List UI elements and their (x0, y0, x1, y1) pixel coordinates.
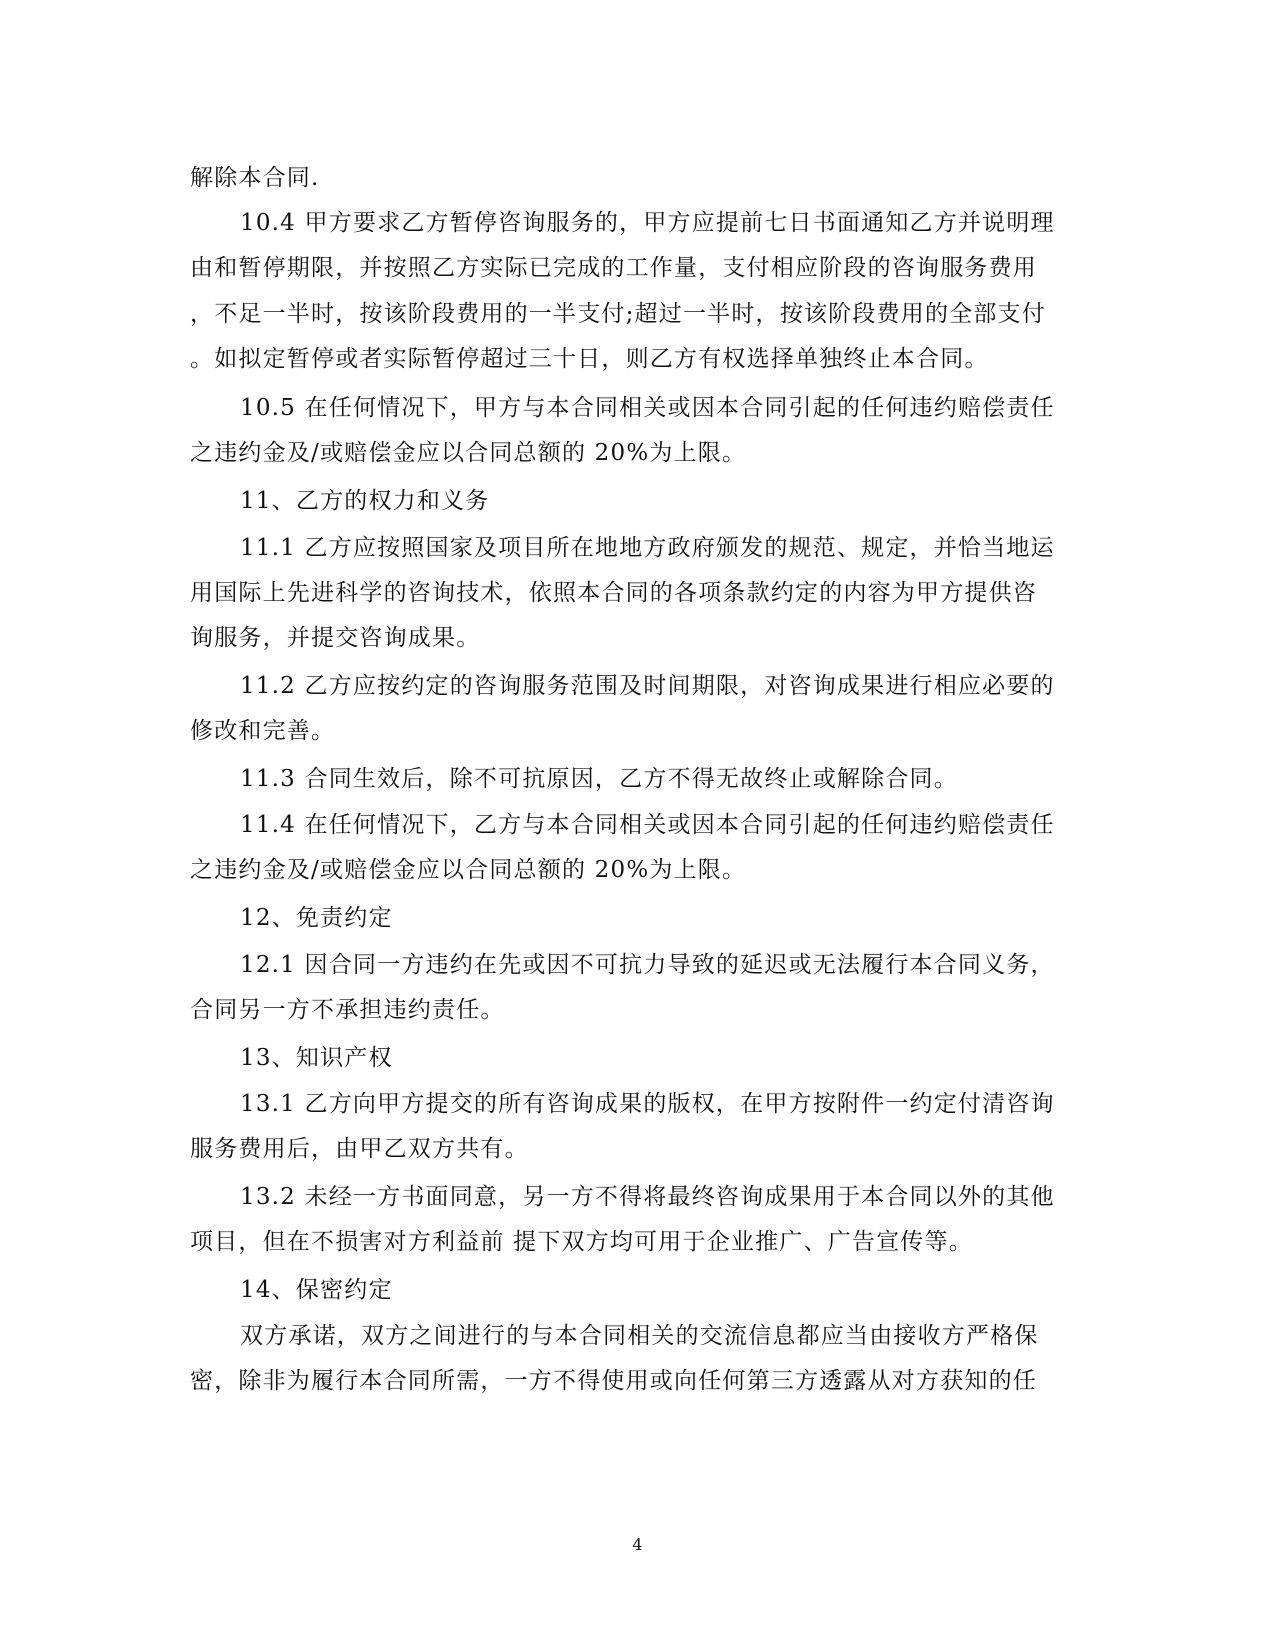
text-line: 10.4 甲方要求乙方暂停咨询服务的，甲方应提前七日书面通知乙方并说明理 (240, 210, 1055, 236)
text-line: 13.2 未经一方书面同意，另一方不得将最终咨询成果用于本合同以外的其他 (240, 1184, 1055, 1210)
text-line: 询服务，并提交咨询成果。 (190, 625, 481, 651)
text-line: 。如拟定暂停或者实际暂停超过三十日，则乙方有权选择单独终止本合同。 (190, 346, 989, 372)
text-line: 双方承诺，双方之间进行的与本合同相关的交流信息都应当由接收方严格保 (240, 1323, 1039, 1349)
section-heading: 13、知识产权 (240, 1045, 393, 1071)
section-heading: 12、免责约定 (240, 905, 393, 931)
text-line: 解除本合同. (190, 165, 320, 191)
text-line: 10.5 在任何情况下，甲方与本合同相关或因本合同引起的任何违约赔偿责任 (240, 395, 1055, 421)
text-line: 11.4 在任何情况下，乙方与本合同相关或因本合同引起的任何违约赔偿责任 (240, 812, 1055, 838)
text-line: 由和暂停期限，并按照乙方实际已完成的工作量，支付相应阶段的咨询服务费用 (190, 255, 1037, 281)
section-heading: 11、乙方的权力和义务 (240, 488, 490, 514)
text-line: 13.1 乙方向甲方提交的所有咨询成果的版权，在甲方按附件一约定付清咨询 (240, 1091, 1055, 1117)
text-line: 12.1 因合同一方违约在先或因不可抗力导致的延迟或无法履行本合同义务， (240, 952, 1055, 978)
text-line: 合同另一方不承担违约责任。 (190, 997, 505, 1023)
text-line: 11.2 乙方应按约定的咨询服务范围及时间期限，对咨询成果进行相应必要的 (240, 673, 1055, 699)
section-heading: 14、保密约定 (240, 1277, 393, 1303)
text-line: ，不足一半时，按该阶段费用的一半支付;超过一半时，按该阶段费用的全部支付 (190, 301, 1046, 327)
text-line: 用国际上先进科学的咨询技术，依照本合同的各项条款约定的内容为甲方提供咨 (190, 580, 1037, 606)
text-line: 之违约金及/或赔偿金应以合同总额的 20%为上限。 (190, 440, 747, 466)
text-line: 11.3 合同生效后，除不可抗原因，乙方不得无故终止或解除合同。 (240, 766, 958, 792)
page-number: 4 (632, 1535, 643, 1554)
text-line: 之违约金及/或赔偿金应以合同总额的 20%为上限。 (190, 857, 747, 883)
text-line: 密，除非为履行本合同所需，一方不得使用或向任何第三方透露从对方获知的任 (190, 1368, 1037, 1394)
text-line: 服务费用后，由甲乙双方共有。 (190, 1136, 529, 1162)
text-line: 项目，但在不损害对方利益前 提下双方均可用于企业推广、广告宣传等。 (190, 1229, 973, 1255)
text-line: 修改和完善。 (190, 718, 336, 744)
text-line: 11.1 乙方应按照国家及项目所在地地方政府颁发的规范、规定，并恰当地运 (240, 535, 1055, 561)
